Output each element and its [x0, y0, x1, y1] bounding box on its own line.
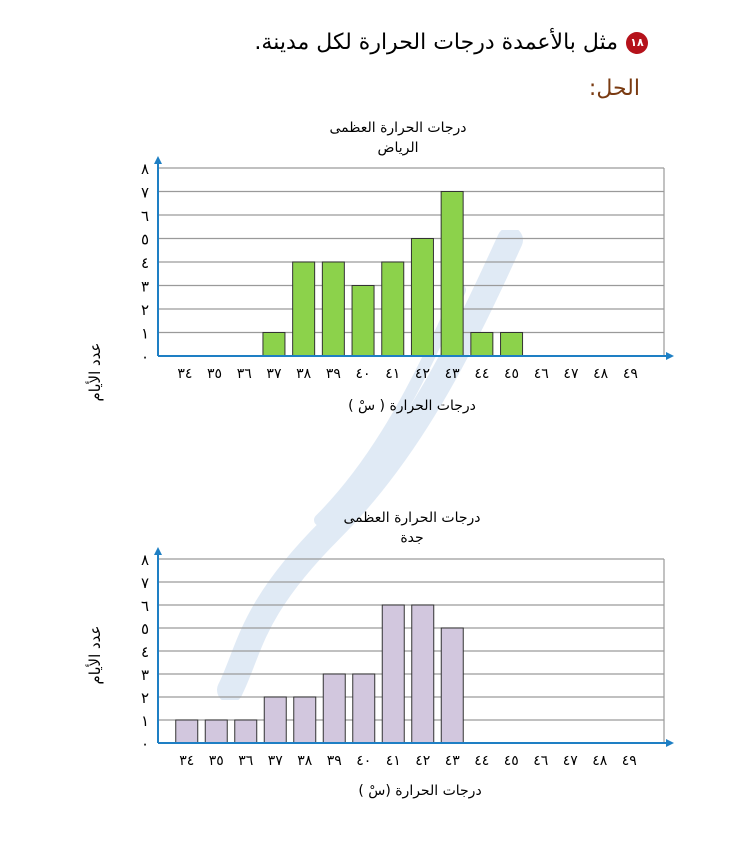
x-tick-label: ٣٦ [238, 753, 254, 769]
x-tick-label: ٣٤ [177, 366, 193, 382]
x-tick-label: ٣٤ [179, 753, 195, 769]
x-tick-label: ٤٤ [474, 753, 490, 769]
bar [322, 262, 344, 356]
y-tick-label: ٧ [140, 574, 150, 592]
bar [205, 720, 227, 743]
x-tick-label: ٤٥ [503, 753, 519, 769]
bar [411, 239, 433, 357]
x-tick-label: ٤٠ [356, 753, 372, 769]
bar [412, 605, 434, 743]
x-tick-label: ٤٨ [592, 753, 608, 769]
chart-jeddah-title [343, 510, 480, 546]
question-text: مثل بالأعمدة درجات الحرارة لكل مدينة. [254, 30, 618, 55]
x-tick-label: ٤٠ [355, 366, 371, 382]
x-tick-label: ٤٣ [444, 366, 460, 382]
bar [471, 333, 493, 357]
x-tick-label: ٤٣ [444, 753, 460, 769]
y-tick-label: ٠ [140, 348, 150, 366]
bar [353, 674, 375, 743]
solution-label: الحل: [588, 76, 640, 101]
y-tick-label: ٠ [140, 735, 150, 753]
y-tick-label: ٢ [140, 301, 150, 319]
y-axis-arrow [154, 156, 162, 164]
x-tick-label: ٣٩ [326, 753, 342, 769]
y-axis-arrow [154, 547, 162, 555]
chart-subtitle: الرياض [377, 140, 419, 156]
question [254, 30, 648, 55]
bar [264, 697, 286, 743]
x-tick-label: ٤٢ [415, 753, 431, 769]
x-tick-label: ٤١ [385, 753, 401, 769]
bar [263, 333, 285, 357]
bar [235, 720, 257, 743]
chart-title: درجات الحرارة العظمى [343, 510, 481, 526]
y-tick-label: ٥ [140, 230, 150, 249]
y-tick-label: ٢ [140, 689, 150, 707]
x-tick-label: ٤٢ [414, 366, 430, 382]
y-tick-label: ٤ [140, 643, 150, 661]
x-tick-label: ٤٩ [622, 366, 638, 382]
x-axis-label: درجات الحرارة (سْ ) [358, 783, 482, 799]
x-tick-label: ٣٧ [267, 753, 283, 769]
bar [501, 333, 523, 357]
x-tick-label: ٤٦ [533, 753, 549, 769]
x-axis-label: درجات الحرارة ( سْ ) [348, 398, 476, 414]
y-tick-label: ٦ [140, 597, 150, 615]
x-tick-label: ٣٨ [296, 366, 312, 382]
x-tick-label: ٤٧ [563, 366, 579, 382]
riyadh-chart [0, 110, 756, 430]
y-axis-label: عدد الأيام [86, 342, 104, 402]
y-tick-label: ١ [140, 712, 150, 730]
bar [441, 192, 463, 357]
x-tick-label: ٣٦ [236, 366, 252, 382]
y-tick-label: ٣ [140, 277, 150, 296]
bar [382, 262, 404, 356]
chart-subtitle: جدة [400, 530, 424, 546]
y-tick-label: ٧ [140, 183, 150, 202]
y-tick-label: ٥ [140, 620, 150, 638]
bar [382, 605, 404, 743]
x-tick-label: ٣٧ [266, 366, 282, 382]
bar [441, 628, 463, 743]
x-tick-label: ٣٥ [208, 753, 224, 769]
y-tick-label: ٦ [140, 207, 150, 225]
chart-riyadh-title [329, 120, 466, 156]
x-tick-label: ٤٥ [504, 366, 520, 382]
bar [323, 674, 345, 743]
bar [293, 262, 315, 356]
bar [352, 286, 374, 357]
x-tick-label: ٤٤ [474, 366, 490, 382]
x-tick-label: ٤١ [385, 366, 401, 382]
x-axis-arrow [666, 739, 674, 747]
jeddah-chart [0, 500, 756, 820]
x-tick-label: ٣٨ [297, 753, 313, 769]
y-tick-label: ١ [140, 324, 150, 343]
y-tick-label: ٨ [140, 551, 150, 569]
x-tick-label: ٤٨ [593, 366, 609, 382]
x-tick-label: ٤٩ [621, 753, 637, 769]
x-tick-label: ٣٥ [207, 366, 223, 382]
y-tick-label: ٨ [140, 160, 150, 178]
bar [294, 697, 316, 743]
question-number-badge: ١٨ [626, 32, 648, 54]
bar [176, 720, 198, 743]
y-tick-label: ٤ [140, 254, 150, 272]
x-tick-label: ٤٧ [562, 753, 578, 769]
x-tick-label: ٤٦ [533, 366, 549, 382]
x-tick-label: ٣٩ [325, 366, 341, 382]
y-axis-label: عدد الأيام [86, 625, 104, 685]
chart-title: درجات الحرارة العظمى [329, 120, 467, 136]
x-axis-arrow [666, 352, 674, 360]
y-tick-label: ٣ [140, 666, 150, 684]
